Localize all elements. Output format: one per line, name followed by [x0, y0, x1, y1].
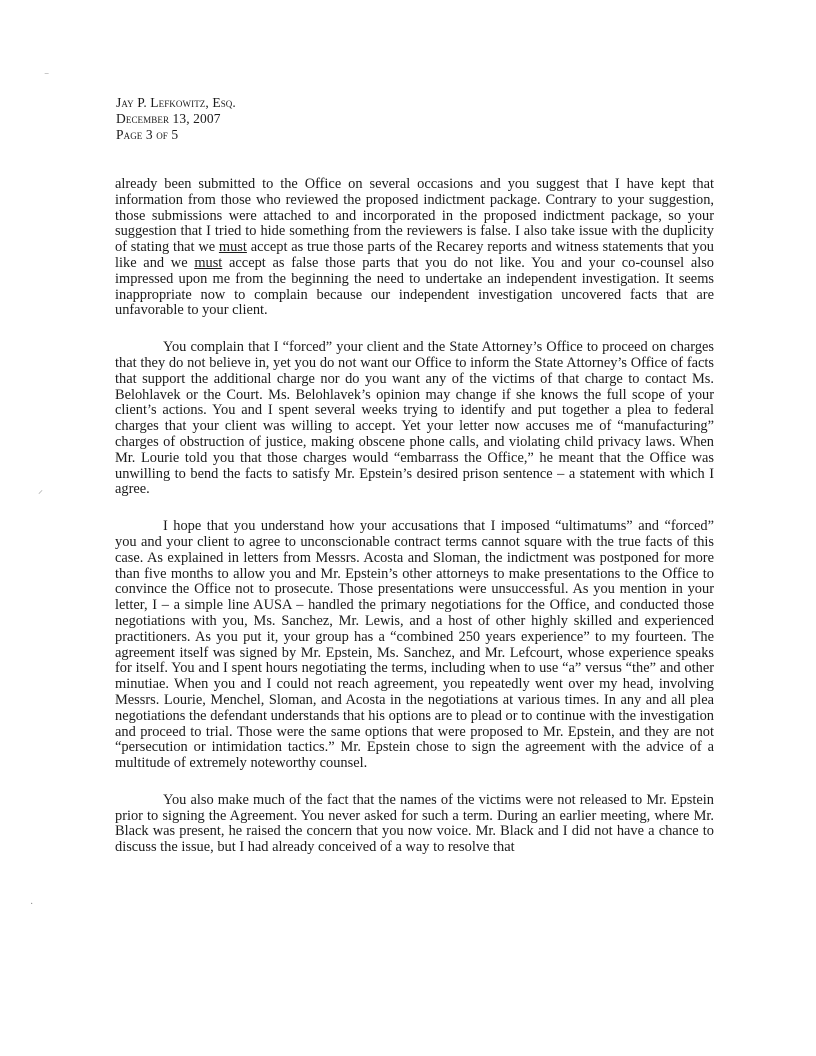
- letter-date: December 13, 2007: [116, 111, 221, 126]
- paragraph-1-text-b: accept as true those parts of the Recarey reports and witness statements that you like and we: [115, 239, 714, 271]
- emphasis-must-2: must: [194, 254, 223, 271]
- page-number: Page 3 of 5: [116, 127, 179, 142]
- recipient-name: Jay P. Lefkowitz, Esq.: [116, 95, 236, 110]
- paragraph-1-text-c: accept as false those parts that you do not like. You and your co-counsel also impressed upon me from the beginning the need to undertake an independent investigation. It seems inappropriate now to complain because our independent investigation uncovered facts that are unfavorable to your client.: [115, 254, 714, 319]
- letter-body: [115, 177, 714, 877]
- scan-mark: ⸝: [38, 485, 43, 496]
- paragraph-2: You complain that I “forced” your client and the State Attorney’s Office to proceed on charges that they do not believe in, yet you do not want our Office to inform the State Attorney’s Office of facts that support the additional charge nor do you want any of the victims of that charge to contact Ms. Belohlavek or the Court. Ms. Belohlavek’s opinion may change if she knows the full scope of your client’s actions. You and I spent several weeks trying to identify and put together a plea to federal charges that your client was willing to accept. Yet your letter now accuses me of “manufacturing” charges of obstruction of justice, making obscene phone calls, and violating child privacy laws. When Mr. Lourie told you that those charges would “embarrass the Office,” he meant that the Office was unwilling to bend the facts to satisfy Mr. Epstein’s desired prison sentence – a statement with which I agree.: [115, 339, 714, 498]
- paragraph-1-text-a: already been submitted to the Office on several occasions and you suggest that I have kept that information from those who reviewed the proposed indictment package. Contrary to your suggestion, those submissions were attached to and incorporated in the proposed indictment package, so your suggestion that I tried to hide something from the reviewers is false. I also take issue with the duplicity of stating that we: [115, 176, 714, 256]
- paragraph-4: You also make much of the fact that the names of the victims were not released to Mr. Epstein prior to signing the Agreement. You never asked for such a term. During an earlier meeting, where Mr. Black was present, he raised the concern that you now voice. Mr. Black and I did not have a chance to discuss the issue, but I had already conceived of a way to resolve that: [115, 791, 714, 856]
- scan-mark: ·: [30, 899, 34, 910]
- paragraph-3: I hope that you understand how your accusations that I imposed “ultimatums” and “forced” you and your client to agree to unconscionable contract terms cannot square with the true facts of this case. As explained in letters from Messrs. Acosta and Sloman, the indictment was postponed for more than five months to allow you and Mr. Epstein’s other attorneys to make presentations to the Office to convince the Office not to prosecute. Those presentations were unsuccessful. As you mention in your letter, I – a simple line AUSA – handled the primary negotiations for the Office, and conducted those negotiations with you, Ms. Sanchez, Mr. Lewis, and a host of other highly skilled and experienced practitioners. As you put it, your group has a “combined 250 years experience” to my fourteen. The agreement itself was signed by Mr. Epstein, Ms. Sanchez, and Mr. Lefcourt, whose experience speaks for itself. You and I spent hours negotiating the terms, including when to use “a” versus “the” and other minutiae. When you and I could not reach agreement, you repeatedly went over my head, involving Messrs. Lourie, Menchel, Sloman, and Acosta in the negotiations at various times. In any and all plea negotiations the defendant understands that his options are to plead or to continue with the investigation and proceed to trial. Those were the same options that were proposed to Mr. Epstein, and they are not “persecution or intimidation tactics.” Mr. Epstein chose to sign the agreement with the advice of a multitude of extremely noteworthy counsel.: [115, 518, 714, 772]
- emphasis-must-1: must: [218, 239, 247, 256]
- letter-header: [116, 95, 236, 143]
- scan-mark: ⁻: [44, 71, 50, 82]
- paragraph-1: [115, 177, 714, 319]
